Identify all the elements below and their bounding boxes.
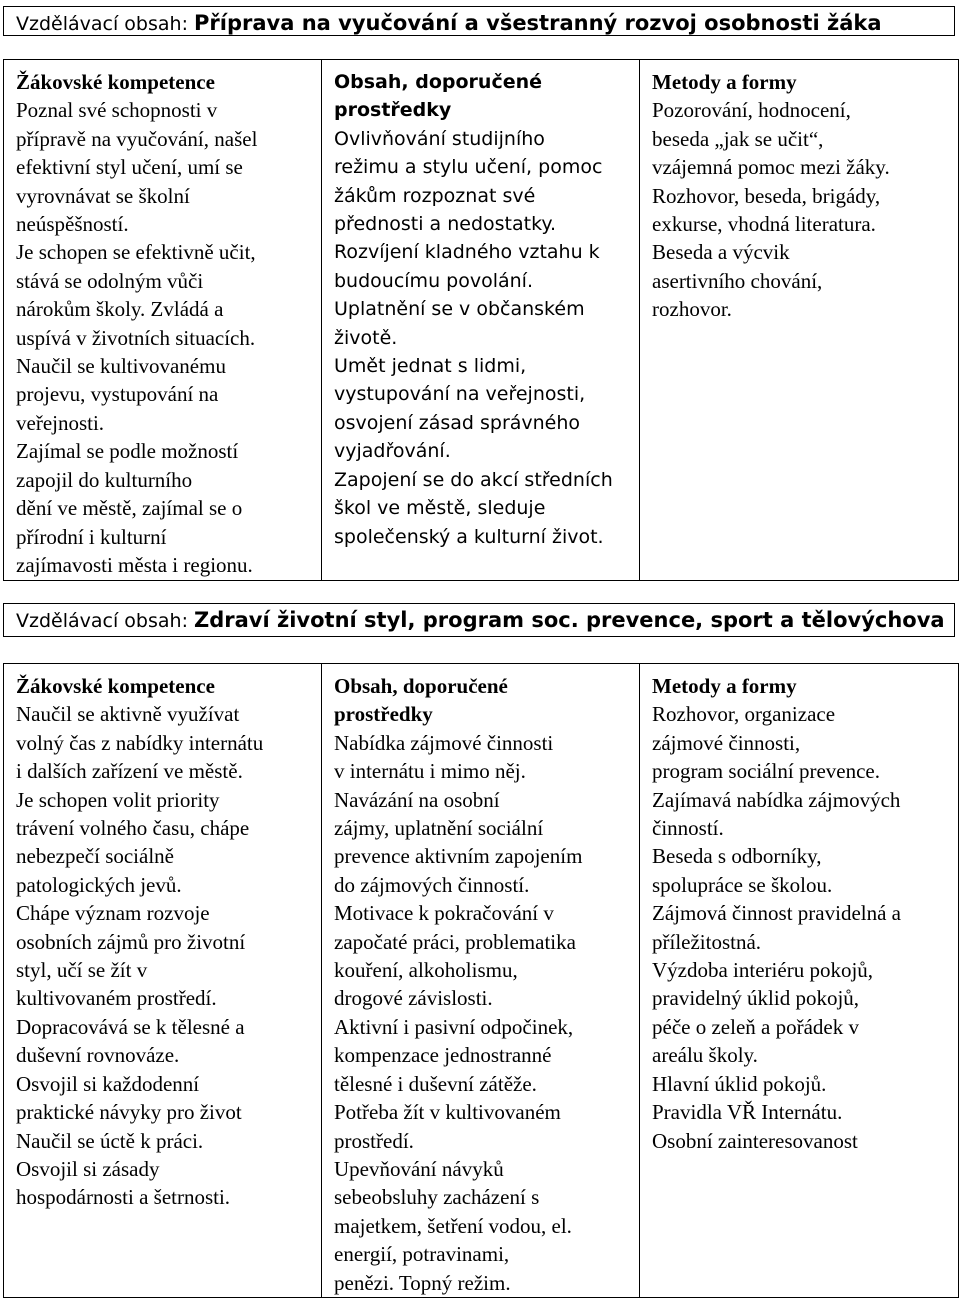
text-line: započaté práci, problematika [334,929,576,954]
text-line: Je schopen volit priority [16,787,220,812]
col-heading-competences: Žákovské kompetence [16,70,215,94]
text-line: spolupráce se školou. [652,872,833,897]
text-line: rozhovor. [652,297,732,322]
text-line: hospodárnosti a šetrnosti. [16,1185,231,1210]
text-line: Hlavní úklid pokojů. [652,1071,827,1096]
section2-methods-cell [640,664,959,1298]
text-line: kouření, alkoholismu, [334,958,518,983]
text-line: vzájemná pomoc mezi žáky. [652,155,890,180]
section1-competences-list [16,96,313,579]
text-line: prevence aktivním zapojením [334,844,583,869]
text-line: praktické návyky pro život [16,1100,242,1125]
section1-content-cell [322,60,640,581]
section1-methods-cell [640,60,959,581]
text-line: nebezpečí sociálně [16,844,174,869]
col-heading-methods: Metody a formy [652,70,797,94]
text-line: energií, potravinami, [334,1242,510,1267]
text-line: Naučil se aktivně využívat [16,702,240,727]
col-heading-content-line: prostředky [334,702,433,727]
col-heading-competences: Žákovské kompetence [16,674,215,698]
section2-content-list [334,672,631,1297]
text-line: Osobní zainteresovanost [652,1128,858,1153]
text-line: Výzdoba interiéru pokojů, [652,958,874,983]
text-line: Naučil se úctě k práci. [16,1128,204,1153]
text-line: Navázání na osobní [334,787,500,812]
text-line: majetkem, šetření vodou, el. [334,1213,572,1238]
section1-title: Příprava na vyučování a všestranný rozvoj osobnosti žáka [194,11,882,35]
text-line: žákům rozpoznat své [334,184,536,207]
section1-methods-list [652,96,950,323]
text-line: prostředí. [334,1128,414,1153]
text-line: program sociální prevence. [652,759,880,784]
text-line: Umět jednat s lidmi, [334,355,527,378]
text-line: Je schopen se efektivně učit, [16,240,256,265]
text-line: zájmy, uplatnění sociální [334,816,544,841]
text-line: duševní rovnováze. [16,1043,180,1068]
text-line: Zajímal se podle možností [16,439,239,464]
text-line: i dalších zařízení ve městě. [16,759,243,784]
text-line: styl, učí se žít v [16,958,148,983]
section2-header [3,603,955,637]
text-line: efektivní styl učení, umí se [16,155,243,180]
text-line: přírodní i kulturní [16,524,167,549]
text-line: tělesné i duševní zátěže. [334,1071,537,1096]
text-line: zajímavosti města i regionu. [16,552,253,577]
text-line: beseda „jak se učit“, [652,126,824,151]
text-line: činností. [652,816,724,841]
text-line: Rozhovor, beseda, brigády, [652,183,881,208]
text-line: trávení volného času, chápe [16,816,250,841]
text-line: Motivace k pokračování v [334,901,554,926]
text-line: Potřeba žít v kultivovaném [334,1100,561,1125]
text-line: Nabídka zájmové činnosti [334,730,554,755]
text-line: zapojil do kulturního [16,467,193,492]
text-line: společenský a kulturní život. [334,525,604,548]
text-line: areálu školy. [652,1043,758,1068]
text-line: do zájmových činností. [334,872,530,897]
section1-competences-cell [4,60,322,581]
text-line: vystupování na veřejnosti, [334,383,586,406]
text-line: Osvojil si každodenní [16,1071,200,1096]
text-line: dění ve městě, zajímal se o [16,496,243,521]
col-heading-content-line: Obsah, doporučené [334,674,508,698]
text-line: osobních zájmů pro životní [16,929,246,954]
text-line: Dopracovává se k tělesné a [16,1014,245,1039]
col-heading-content-line: prostředky [334,99,452,122]
text-line: přípravě na vyučování, našel [16,126,258,151]
text-line: stává se odolným vůči [16,268,204,293]
text-line: uspívá v životních situacích. [16,325,256,350]
section1-content-list [334,68,631,551]
text-line: neúspěšností. [16,212,129,237]
text-line: přednosti a nedostatky. [334,213,556,236]
text-line: Beseda a výcvik [652,240,790,265]
section1-header [3,6,955,36]
text-line: Zajímavá nabídka zájmových [652,787,901,812]
text-line: životě. [334,326,398,349]
text-line: sebeobsluhy zacházení s [334,1185,540,1210]
section2-title: Zdraví životní styl, program soc. prevence, sport a tělovýchova [194,608,945,632]
text-line: Chápe význam rozvoje [16,901,210,926]
text-line: veřejnosti. [16,410,105,435]
text-line: Aktivní i pasivní odpočinek, [334,1014,574,1039]
text-line: kultivovaném prostředí. [16,986,217,1011]
col-heading-methods: Metody a formy [652,674,797,698]
text-line: patologických jevů. [16,872,182,897]
text-line: škol ve městě, sleduje [334,497,546,520]
text-line: drogové závislosti. [334,986,493,1011]
text-line: Upevňování návyků [334,1156,504,1181]
text-line: Pozorování, hodnocení, [652,98,851,123]
text-line: Rozvíjení kladného vztahu k [334,241,600,264]
text-line: zájmové činnosti, [652,730,801,755]
text-line: asertivního chování, [652,268,823,293]
section1-table [3,59,959,581]
text-line: Zapojení se do akcí středních [334,468,613,491]
text-line: penězi. Topný režim. [334,1270,511,1295]
text-line: exkurse, vhodná literatura. [652,212,876,237]
text-line: budoucímu povolání. [334,269,533,292]
text-line: projevu, vystupování na [16,382,219,407]
text-line: vyjadřování. [334,440,451,463]
text-line: Rozhovor, organizace [652,702,836,727]
section2-content-cell [322,664,640,1298]
text-line: Uplatnění se v občanském [334,298,585,321]
text-line: pravidelný úklid pokojů, [652,986,860,1011]
section2-competences-list [16,700,313,1211]
section2-table [3,663,959,1298]
text-line: Osvojil si zásady [16,1156,160,1181]
text-line: osvojení zásad správného [334,411,581,434]
text-line: péče o zeleň a pořádek v [652,1014,859,1039]
section2-competences-cell [4,664,322,1298]
text-line: Beseda s odborníky, [652,844,822,869]
text-line: volný čas z nabídky internátu [16,730,264,755]
section1-label: Vzdělávací obsah: [16,13,195,35]
text-line: Pravidla VŘ Internátu. [652,1100,843,1125]
section2-label: Vzdělávací obsah: [16,610,195,632]
section2-methods-list [652,700,950,1155]
text-line: Ovlivňování studijního [334,127,545,150]
text-line: Poznal své schopnosti v [16,98,218,123]
text-line: Zájmová činnost pravidelná a [652,901,901,926]
text-line: kompenzace jednostranné [334,1043,552,1068]
text-line: příležitostná. [652,929,762,954]
text-line: nárokům školy. Zvládá a [16,297,224,322]
text-line: vyrovnávat se školní [16,183,190,208]
text-line: režimu a stylu učení, pomoc [334,156,603,179]
col-heading-content-line: Obsah, doporučené [334,71,543,93]
text-line: Naučil se kultivovanému [16,354,226,379]
text-line: v internátu i mimo něj. [334,759,526,784]
